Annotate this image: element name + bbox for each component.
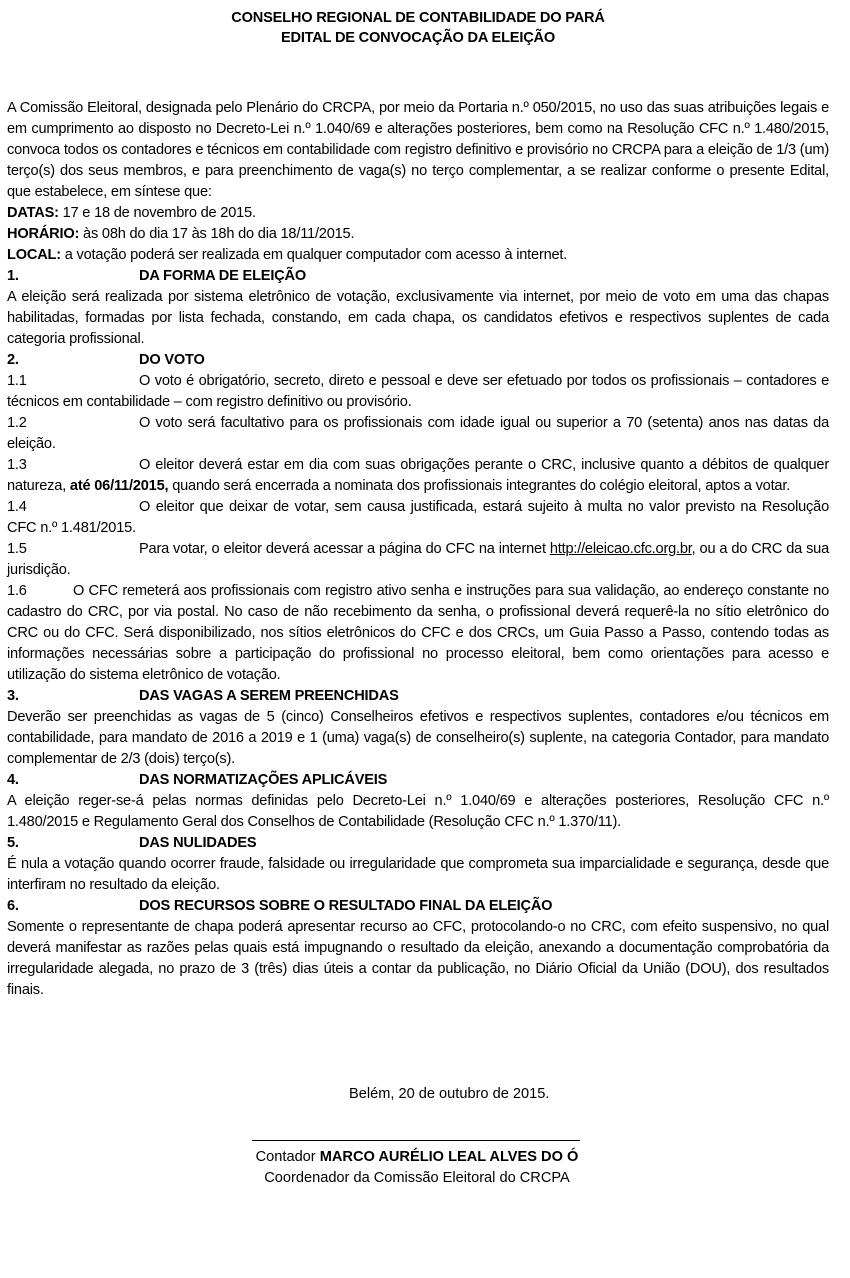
item-text-cont: ou a do CRC da sua jurisdição. [7,541,829,578]
local-value: a votação poderá ser realizada em qualquer computador com acesso à internet. [60,247,568,263]
section-6-text: Somente o representante de chapa poderá apresentar recurso ao CFC, protocolando-o no CRC, com efeito suspensivo, no qual deverá manifestar as razões pelas quais está impugnando o resultado da eleição, anexando a documentação comprobatória da irregularidade alegada, no prazo de 3 (três) dias úteis a contar da publicação, no Diário Oficial da União (DOU), dos resultados finais. [7,919,829,998]
section-4-heading [7,770,829,791]
item-text: O CFC remeterá aos profissionais com registro ativo senha e instruções para sua validação, ao endereço constante no cadastro do CRC, por via postal. No caso de não recebimento da senha, o profissional deverá requerê-la no sítio eletrônico do CRC ou do CFC. Será disponibilizado, nos sítios eletrônicos do CFC e dos CRCs, um Guia Passo a Passo, contendo todas as informações necessárias sobre a participação do profissional no processo eleitoral, bem como orientações para acesso e utilização do sistema eletrônico de votação. [7,583,829,683]
local-label: LOCAL: [7,247,61,263]
signer-role: Coordenador da Comissão Eleitoral do CRCPA [264,1170,570,1186]
section-6-heading [7,896,829,917]
signer-name-line [252,1147,582,1167]
item-number: 1.1 [7,373,27,389]
item-number: 1.4 [7,499,27,515]
item-text: O voto será facultativo para os profissionais com idade igual ou superior a 70 (setenta) anos nas datas da eleição. [7,415,829,452]
item-1-4 [7,497,829,539]
place-date: Belém, 20 de outubro de 2015. [349,1086,550,1102]
section-title: DAS NULIDADES [139,835,257,851]
datas-label: DATAS: [7,205,59,221]
election-link[interactable]: http://eleicao.cfc.org.br, [549,541,696,557]
deadline-date: até 06/11/2015, [69,478,169,494]
section-number: 3. [7,688,19,704]
section-5-heading [7,833,829,854]
horario-value: às 08h do dia 17 às 18h do dia 18/11/2015. [79,226,355,242]
item-number: 1.5 [7,541,27,557]
section-title: DO VOTO [139,352,205,368]
header-title: CONSELHO REGIONAL DE CONTABILIDADE DO PARÁ [231,10,605,26]
intro-paragraph: A Comissão Eleitoral, designada pelo Plenário do CRCPA, por meio da Portaria n.º 050/2015, no uso das suas atribuições legais e em cumprimento ao disposto no Decreto-Lei n.º 1.040/69 e alterações posteriores, bem como na Resolução CFC n.º 1.480/2015, convoca todos os contadores e técnicos em contabilidade com registro definitivo e provisório no CRCPA para a eleição de 1/3 (um) terço(s) dos seus membros, e para preenchimento de vaga(s) no terço complementar, a se realizar conforme o presente Edital, que estabelece, em síntese que: [7,100,829,200]
item-1-3 [7,455,829,497]
signer-name: MARCO AURÉLIO LEAL ALVES DO Ó [319,1149,579,1165]
section-1-text: A eleição será realizada por sistema eletrônico de votação, exclusivamente via internet, por meio de voto em uma das chapas habilitadas, formadas por lista fechada, constando, em cada chapa, os candidatos efetivos e respectivos suplentes de cada categoria profissional. [7,289,829,347]
section-3-text: Deverão ser preenchidas as vagas de 5 (cinco) Conselheiros efetivos e respectivos suplentes, contadores e/ou técnicos em contabilidade, para mandato de 2016 a 2019 e 1 (uma) vaga(s) de conselheiro(s) suplente, na categoria Contador, para mandato complementar de 2/3 (dois) terço(s). [7,709,829,767]
local-line [7,245,829,266]
section-title: DA FORMA DE ELEIÇÃO [139,268,306,284]
section-5-text: É nula a votação quando ocorrer fraude, falsidade ou irregularidade que comprometa sua imparcialidade e segurança, desde que interfiram no resultado da eleição. [7,856,829,893]
datas-value: 17 e 18 de novembro de 2015. [58,205,256,221]
section-title: DAS NORMATIZAÇÕES APLICÁVEIS [139,772,388,788]
section-number: 4. [7,772,19,788]
item-number: 1.6 [7,583,27,599]
item-text: Para votar, o eleitor deverá acessar a página do CFC na internet [139,541,550,557]
section-number: 1. [7,268,19,284]
section-title: DOS RECURSOS SOBRE O RESULTADO FINAL DA ELEIÇÃO [139,898,553,914]
item-1-1 [7,371,829,413]
section-1-heading [7,266,829,287]
section-4-text: A eleição reger-se-á pelas normas definidas pelo Decreto-Lei n.º 1.040/69 e alterações posteriores, Resolução CFC n.º 1.480/2015 e Regulamento Geral dos Conselhos de Contabilidade (Resolução CFC n.º 1.370/11). [7,793,829,830]
item-1-5 [7,539,829,581]
datas-line [7,203,829,224]
item-1-2 [7,413,829,455]
section-number: 6. [7,898,19,914]
item-number: 1.3 [7,457,27,473]
header-subtitle: EDITAL DE CONVOCAÇÃO DA ELEIÇÃO [280,30,556,46]
item-1-6 [7,581,829,686]
item-text-cont: quando será encerrada a nominata dos profissionais integrantes do colégio eleitoral, aptos a votar. [168,478,791,494]
section-number: 2. [7,352,19,368]
section-2-heading [7,350,829,371]
signer-prefix: Contador [255,1149,320,1165]
section-title: DAS VAGAS A SEREM PREENCHIDAS [139,688,399,704]
horario-line [7,224,829,245]
document-body [7,8,829,1001]
horario-label: HORÁRIO: [7,226,80,242]
section-3-heading [7,686,829,707]
item-text: O voto é obrigatório, secreto, direto e pessoal e deve ser efetuado por todos os profissionais – contadores e técnicos em contabilidade – com registro definitivo ou provisório. [7,373,829,410]
item-text: O eleitor deverá estar em dia com suas obrigações perante o CRC, inclusive quanto a débitos de qualquer natureza, [7,457,829,494]
section-number: 5. [7,835,19,851]
item-text: O eleitor que deixar de votar, sem causa justificada, estará sujeito à multa no valor previsto na Resolução CFC n.º 1.481/2015. [7,499,829,536]
signature-line [252,1140,580,1141]
item-number: 1.2 [7,415,27,431]
